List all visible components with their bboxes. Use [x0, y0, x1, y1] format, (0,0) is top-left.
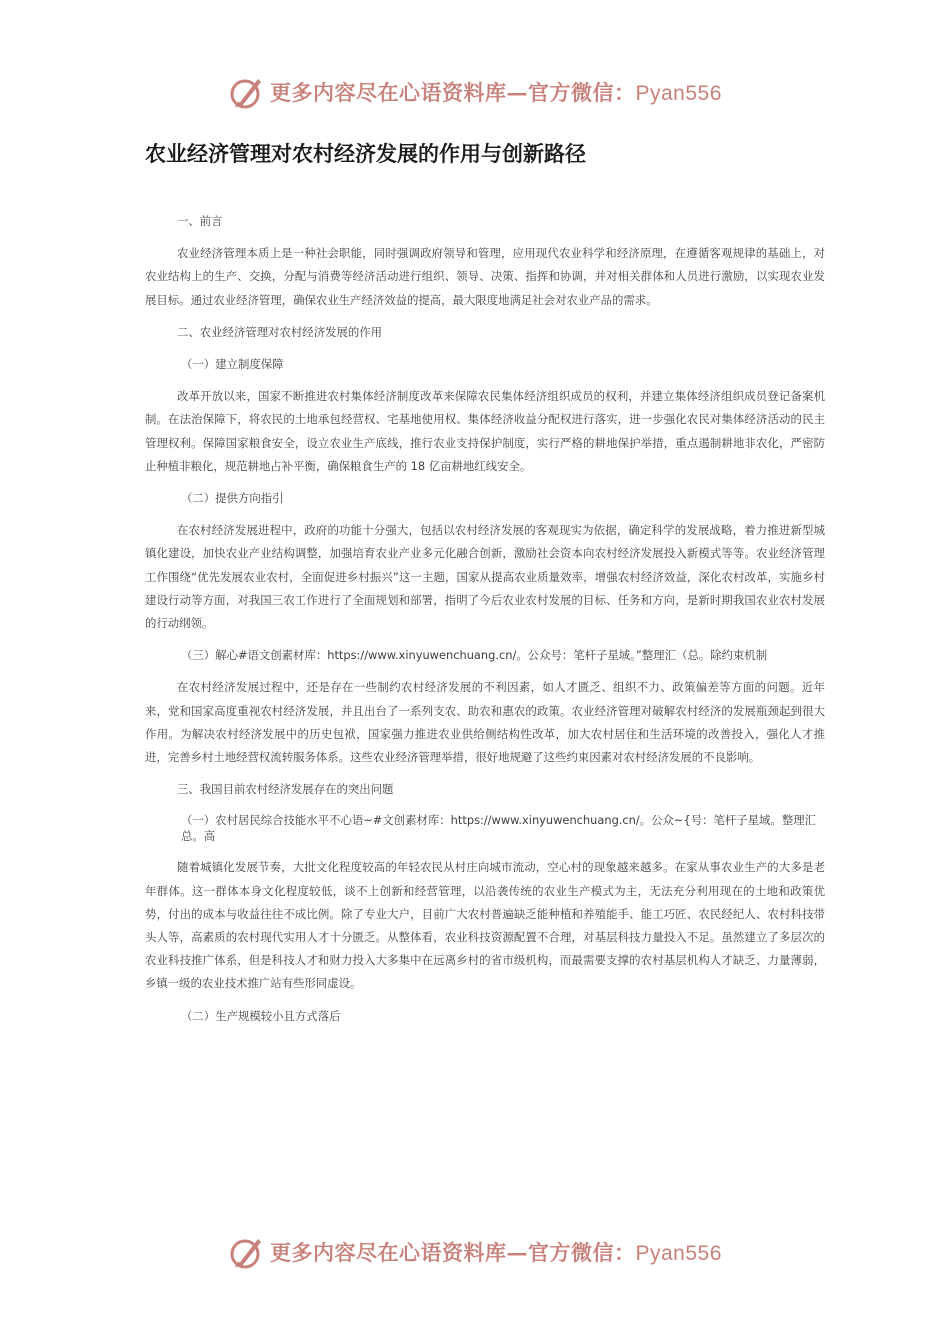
section-3-sub-1-heading: （一）农村居民综合技能水平不心语~#文创素材库：https://www.xinyuwenchuang.cn/。公众~{号：笔杆子星域。整理汇总。高 — [181, 813, 816, 844]
banner-main-text: 更多内容尽在心语资料库 — [270, 80, 507, 105]
section-3-sub-2-heading: （二）生产规模较小且方式落后 — [181, 1008, 341, 1023]
quill-pen-circle-icon — [228, 1233, 266, 1271]
section-3-sub-1-paragraph: 随着城镇化发展节奏，大批文化程度较高的年轻农民从村庄向城市流动，空心村的现象越来越多。在家从事农业生产的大多是老年群体。这一群体本身文化程度较低，谈不上创新和经营管理，以沿袭传统的农业生产模式为主，无法充分利用现在的土地和政策优势，付出的成本与收益往往不成比例。除了专业大户，目前广大农村普遍缺乏能种植和养殖能手、能工巧匠、农民经纪人、农村科技带头人等，高素质的农村现代实用人才十分匮乏。从整体看，农业科技资源配置不合理，对基层科技力量投入不足。虽然建立了多层次的农业科技推广体系，但是科技人才和财力投入大多集中在远离乡村的省市级机构，而最需要支撑的农村基层机构人才缺乏、力量薄弱，乡镇一级的农业技术推广站有些形同虚设。 — [145, 860, 825, 991]
section-2-sub-2-heading: （二）提供方向指引 — [181, 491, 284, 506]
section-2-sub-1-heading: （一）建立制度保障 — [181, 357, 284, 372]
banner-text — [270, 77, 722, 107]
section-2-sub-3-heading: （三）解心#语文创素材库：https://www.xinyuwenchuang.cn/。公众号：笔杆子星域。”整理汇（总。除约束机制 — [181, 648, 768, 663]
section-2-sub-1-paragraph: 改革开放以来，国家不断推进农村集体经济制度改革来保障农民集体经济组织成员的权利，并建立集体经济组织成员登记备案机制。在法治保障下，将农民的土地承包经营权、宅基地使用权、集体经济收益分配权进行落实，进一步强化农民对集体经济活动的民主管理权利。保障国家粮食安全，设立农业生产底线，推行农业支持保护制度，实行严格的耕地保护举措，重点遏制耕地非农化，严密防止种植非粮化，规范耕地占补平衡，确保粮食生产的 18 亿亩耕地红线安全。 — [145, 389, 825, 473]
banner-text — [270, 1237, 722, 1267]
section-2-sub-2-paragraph: 在农村经济发展进程中，政府的功能十分强大，包括以农村经济发展的客观现实为依据，确定科学的发展战略，着力推进新型城镇化建设，加快农业产业结构调整，加强培育农业产业多元化融合创新，激励社会资本向农村经济发展投入新模式等等。农业经济管理工作围绕“优先发展农业农村，全面促进乡村振兴”这一主题，国家从提高农业质量效率，增强农村经济效益，深化农村改革，实施乡村建设行动等方面，对我国三农工作进行了全面规划和部署，指明了今后农业农村发展的目标、任务和方向，是新时期我国农业农村发展的行动纲领。 — [145, 523, 825, 631]
section-2-heading: 二、农业经济管理对农村经济发展的作用 — [177, 324, 383, 339]
section-3-heading: 三、我国目前农村经济发展存在的突出问题 — [177, 782, 394, 797]
header-watermark-banner — [228, 72, 722, 112]
document-body — [145, 210, 825, 1037]
banner-wechat-label: 官方微信： — [528, 80, 636, 105]
banner-wechat-label: 官方微信： — [528, 1240, 636, 1265]
banner-dash: — — [506, 1240, 528, 1265]
banner-main-text: 更多内容尽在心语资料库 — [270, 1240, 507, 1265]
section-1-heading: 一、前言 — [177, 214, 223, 228]
section-1-paragraph: 农业经济管理本质上是一种社会职能，同时强调政府领导和管理，应用现代农业科学和经济原理，在遵循客观规律的基础上，对农业结构上的生产、交换，分配与消费等经济活动进行组织、领导、决策、指挥和协调，并对相关群体和人员进行激励，以实现农业发展目标。通过农业经济管理，确保农业生产经济效益的提高，最大限度地满足社会对农业产品的需求。 — [145, 246, 825, 307]
document-title: 农业经济管理对农村经济发展的作用与创新路径 — [145, 142, 586, 166]
section-2-sub-3-paragraph: 在农村经济发展过程中，还是存在一些制约农村经济发展的不利因素，如人才匮乏、组织不力、政策偏差等方面的问题。近年来，党和国家高度重视农村经济发展，并且出台了一系列支农、助农和惠农的政策。农业经济管理对破解农村经济的发展瓶颈起到很大作用。为解决农村经济发展中的历史包袱，国家强力推进农业供给侧结构性改革，加大农村居住和生活环境的改善投入，强化人才推进，完善乡村土地经营权流转服务体系。这些农业经济管理举措，很好地规避了这些约束因素对农村经济发展的不良影响。 — [145, 680, 825, 765]
banner-wechat-id: Pyan556 — [635, 1242, 722, 1265]
banner-dash: — — [506, 80, 528, 105]
quill-pen-circle-icon — [228, 73, 266, 111]
banner-wechat-id: Pyan556 — [635, 82, 722, 105]
footer-watermark-banner — [228, 1232, 722, 1272]
